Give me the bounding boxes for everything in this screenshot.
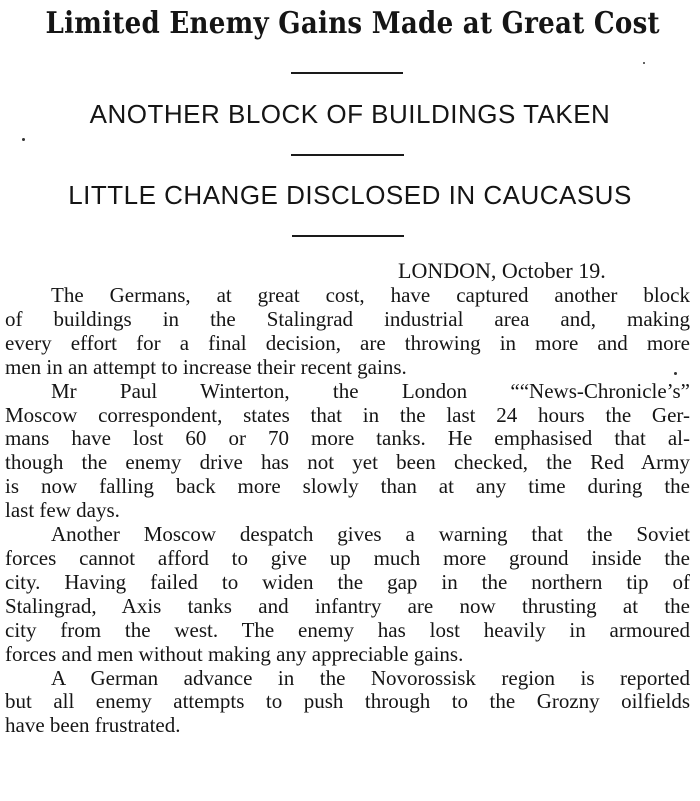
paragraph-1 bbox=[5, 284, 690, 380]
paragraph-line: but all enemy attempts to push through to the Grozny oilfields bbox=[5, 689, 690, 714]
paragraph-4 bbox=[5, 667, 690, 739]
print-speck bbox=[674, 372, 677, 375]
paragraph-line: men in an attempt to increase their recent gains. bbox=[5, 354, 407, 379]
paragraph-line: though the enemy drive has not yet been checked, the Red Army bbox=[5, 450, 690, 475]
subhead-1: ANOTHER BLOCK OF BUILDINGS TAKEN bbox=[89, 99, 611, 129]
paragraph-line: last few days. bbox=[5, 498, 120, 523]
print-speck bbox=[22, 138, 25, 141]
paragraph-line: city from the west. The enemy has lost heavily in armoured bbox=[5, 617, 690, 642]
paragraph-line: mans have lost 60 or 70 more tanks. He emphasised that al- bbox=[5, 426, 690, 451]
paragraph-2 bbox=[5, 380, 690, 523]
paragraph-line: forces and men without making any appreciable gains. bbox=[5, 641, 464, 666]
paragraph-line: The Germans, at great cost, have captured another block bbox=[51, 283, 690, 307]
paragraph-line: of buildings in the Stalingrad industrial area and, making bbox=[5, 306, 690, 331]
print-speck bbox=[643, 62, 645, 64]
paragraph-line: city. Having failed to widen the gap in the northern tip of bbox=[5, 569, 690, 594]
subhead-2-rule bbox=[292, 235, 404, 237]
dateline: LONDON, October 19. bbox=[398, 258, 606, 283]
paragraph-line: Stalingrad, Axis tanks and infantry are now thrusting at the bbox=[5, 593, 690, 618]
headline-rule bbox=[291, 72, 403, 74]
paragraph-line: Another Moscow despatch gives a warning that the Soviet bbox=[51, 522, 690, 547]
subhead-1-rule bbox=[291, 154, 404, 156]
paragraph-line: is now falling back more slowly than at any time during the bbox=[5, 474, 690, 499]
headline: Limited Enemy Gains Made at Great Cost bbox=[45, 6, 660, 41]
article-body bbox=[5, 284, 690, 738]
paragraph-line: Mr Paul Winterton, the London ““News-Chronicle’s” bbox=[51, 378, 690, 403]
paragraph-line: Moscow correspondent, states that in the last 24 hours the Ger- bbox=[5, 402, 690, 427]
subhead-2: LITTLE CHANGE DISCLOSED IN CAUCASUS bbox=[68, 180, 632, 210]
paragraph-line: forces cannot afford to give up much more ground inside the bbox=[5, 545, 690, 570]
paragraph-line: A German advance in the Novorossisk region is reported bbox=[51, 665, 690, 690]
paragraph-line: have been frustrated. bbox=[5, 713, 181, 738]
paragraph-line: every effort for a final decision, are throwing in more and more bbox=[5, 330, 690, 355]
paragraph-3 bbox=[5, 523, 690, 666]
